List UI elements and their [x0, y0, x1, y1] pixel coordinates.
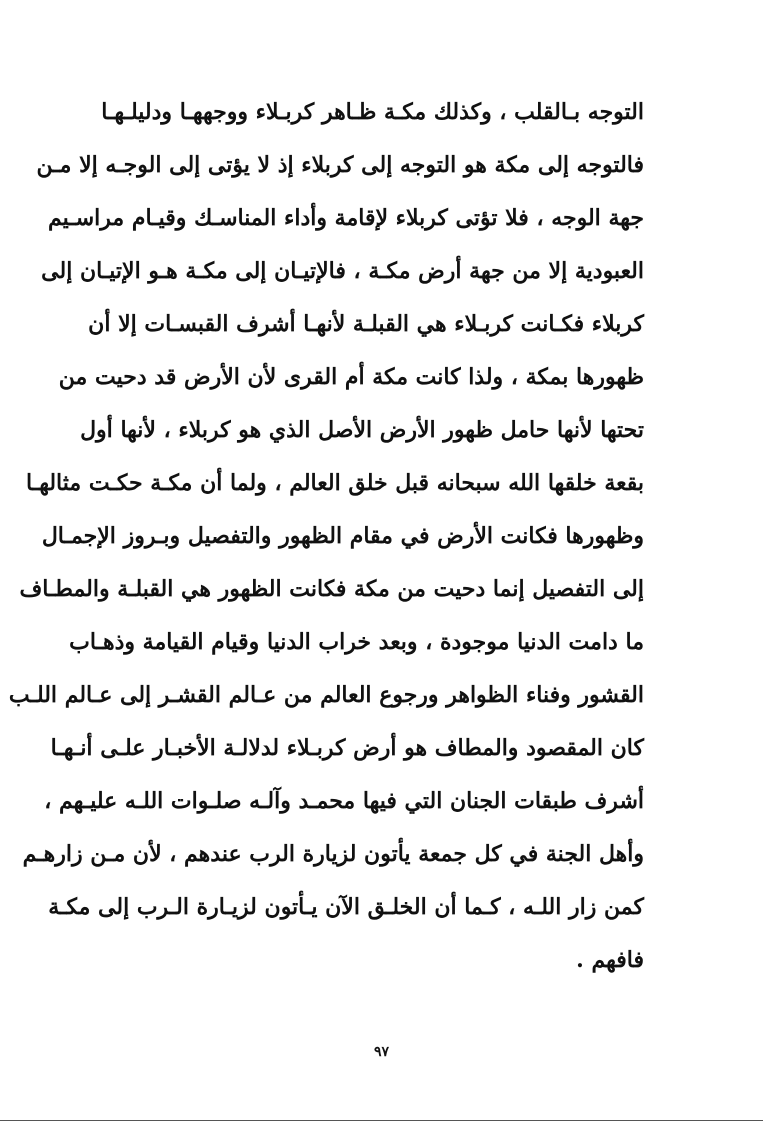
bottom-divider — [0, 1120, 763, 1121]
text-line: جهة الوجه ، فلا تؤتى كربلاء لإقامة وأداء المناسـك وقيـام مراسـيم — [48, 205, 644, 231]
text-line: بقعة خلقها الله سبحانه قبل خلق العالم ، ولما أن مكـة حكـت مثالهـا — [26, 470, 644, 496]
text-line: كمن زار اللـه ، كـما أن الخلـق الآن يـأتون لزيـارة الـرب إلى مكـة — [48, 894, 644, 920]
text-line: أشرف طبقات الجنان التي فيها محمـد وآلـه صلـوات اللـه عليـهم ، — [44, 788, 644, 814]
text-line: إلى التفصيل إنما دحيت من مكة فكانت الظهور هي القبلـة والمطـاف — [19, 576, 644, 602]
text-line: فالتوجه إلى مكة هو التوجه إلى كربلاء إذ لا يؤتى إلى الوجـه إلا مـن — [36, 152, 644, 178]
text-line: وظهورها فكانت الأرض في مقام الظهور والتفصيل وبـروز الإجمـال — [41, 523, 644, 549]
text-line: ظهورها بمكة ، ولذا كانت مكة أم القرى لأن الأرض قد دحيت من — [58, 364, 644, 390]
text-line: وأهل الجنة في كل جمعة يأتون لزيارة الرب عندهم ، لأن مـن زارهـم — [22, 841, 644, 867]
text-line: القشور وفناء الظواهر ورجوع العالم من عـالم القشـر إلى عـالم اللـب — [8, 682, 644, 708]
text-line: ما دامت الدنيا موجودة ، وبعد خراب الدنيا وقيام القيامة وذهـاب — [69, 629, 644, 655]
text-line: كربلاء فكـانت كربـلاء هي القبلـة لأنهـا أشرف القبسـات إلا أن — [88, 311, 644, 337]
body-text — [8, 86, 644, 987]
text-line: العبودية إلا من جهة أرض مكـة ، فالإتيـان إلى مكـة هـو الإتيـان إلى — [41, 258, 644, 284]
page-number: ٩٧ — [373, 1044, 390, 1060]
text-line: كان المقصود والمطاف هو أرض كربـلاء لدلالـة الأخبـار علـى أنـهـا — [50, 735, 644, 761]
text-line: تحتها لأنها حامل ظهور الأرض الأصل الذي هو كربلاء ، لأنها أول — [80, 417, 644, 443]
text-line: التوجه بـالقلب ، وكذلك مكـة ظـاهر كربـلاء ووجههـا ودليلـهـا — [101, 99, 644, 125]
text-line-last: فافهم . — [576, 947, 644, 973]
